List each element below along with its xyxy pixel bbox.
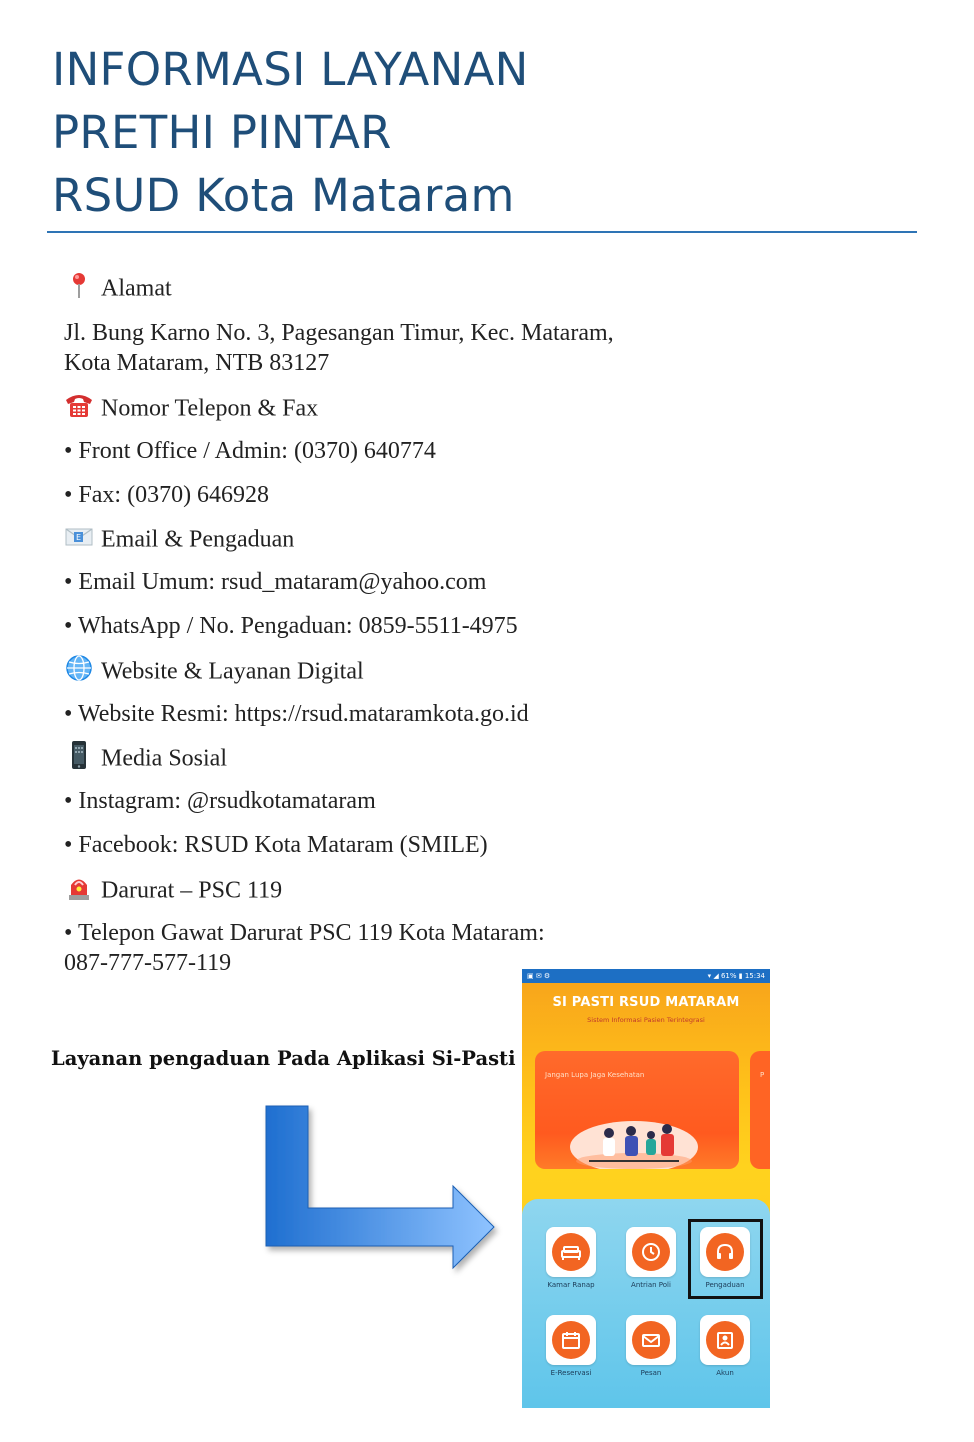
- emergency-line-1: • Telepon Gawat Darurat PSC 119 Kota Mataram:: [64, 920, 545, 946]
- app-title: SI PASTI RSUD MATARAM: [552, 995, 740, 1010]
- website-heading: Website & Layanan Digital: [64, 655, 364, 686]
- emergency-number: 087-777-577-119: [64, 950, 232, 976]
- menu-item-antrian-poli[interactable]: Antrian Poli: [614, 1227, 688, 1289]
- social-instagram: • Instagram: @rsudkotamataram: [64, 788, 376, 814]
- social-heading: Media Sosial: [64, 742, 227, 773]
- telephone-icon: [64, 390, 94, 420]
- envelope-icon: [639, 1328, 663, 1352]
- status-right: ▾ ◢ 61% ▮ 15:34: [707, 972, 765, 980]
- menu-item-akun[interactable]: Akun: [688, 1315, 762, 1377]
- whatsapp-complaint: • WhatsApp / No. Pengaduan: 0859-5511-4975: [64, 613, 518, 639]
- title-divider: [47, 231, 917, 233]
- email-general: • Email Umum: rsud_mataram@yahoo.com: [64, 569, 487, 595]
- svg-text:E: E: [75, 533, 82, 543]
- website-official: • Website Resmi: https://rsud.mataramkota.go.id: [64, 701, 529, 727]
- address-heading: Alamat: [64, 272, 172, 303]
- phone-fax: • Fax: (0370) 646928: [64, 482, 270, 508]
- pin-icon: [64, 270, 94, 300]
- app-caption: Layanan pengaduan Pada Aplikasi Si-Pasti: [51, 1047, 516, 1070]
- social-facebook: • Facebook: RSUD Kota Mataram (SMILE): [64, 832, 488, 858]
- family-illustration-icon: [569, 1103, 699, 1169]
- menu-item-pesan[interactable]: Pesan: [614, 1315, 688, 1377]
- pengaduan-highlight-box: [688, 1219, 763, 1299]
- menu-item-kamar-ranap[interactable]: Kamar Ranap: [534, 1227, 608, 1289]
- emergency-heading: Darurat – PSC 119: [64, 874, 282, 905]
- menu-item-pengaduan[interactable]: Pengaduan: [688, 1227, 762, 1289]
- phone-front-office: • Front Office / Admin: (0370) 640774: [64, 438, 436, 464]
- app-subtitle: Sistem Informasi Pasien Terintegrasi: [587, 1016, 705, 1024]
- status-bar: [522, 969, 770, 983]
- banner-next[interactable]: [750, 1051, 770, 1169]
- status-left: ▣ ✉ ⚙: [527, 972, 551, 980]
- banner-text: Jangan Lupa Jaga Kesehatan: [545, 1071, 645, 1079]
- title-line-2: PRETHI PINTAR: [52, 106, 392, 159]
- address-line-2: Kota Mataram, NTB 83127: [64, 350, 330, 376]
- email-icon: [64, 521, 94, 551]
- siren-icon: [64, 872, 94, 902]
- mobile-phone-icon: [64, 740, 94, 770]
- user-card-icon: [713, 1328, 737, 1352]
- menu-item-e-reservasi[interactable]: E-Reservasi: [534, 1315, 608, 1377]
- bed-icon: [559, 1240, 583, 1264]
- title-line-1: INFORMASI LAYANAN: [52, 43, 529, 96]
- globe-icon: [64, 653, 94, 683]
- clock-icon: [639, 1240, 663, 1264]
- phone-heading: Nomor Telepon & Fax: [64, 392, 318, 423]
- page-title: [52, 38, 932, 227]
- app-screenshot: [522, 969, 770, 1408]
- title-line-3: RSUD Kota Mataram: [52, 169, 515, 222]
- pointing-arrow-icon: [258, 1100, 503, 1280]
- calendar-icon: [559, 1328, 583, 1352]
- banner-next-text: P: [760, 1071, 765, 1079]
- address-line-1: Jl. Bung Karno No. 3, Pagesangan Timur, Kec. Mataram,: [64, 320, 614, 346]
- health-banner[interactable]: [535, 1051, 739, 1169]
- email-heading: E Email & Pengaduan: [64, 523, 294, 554]
